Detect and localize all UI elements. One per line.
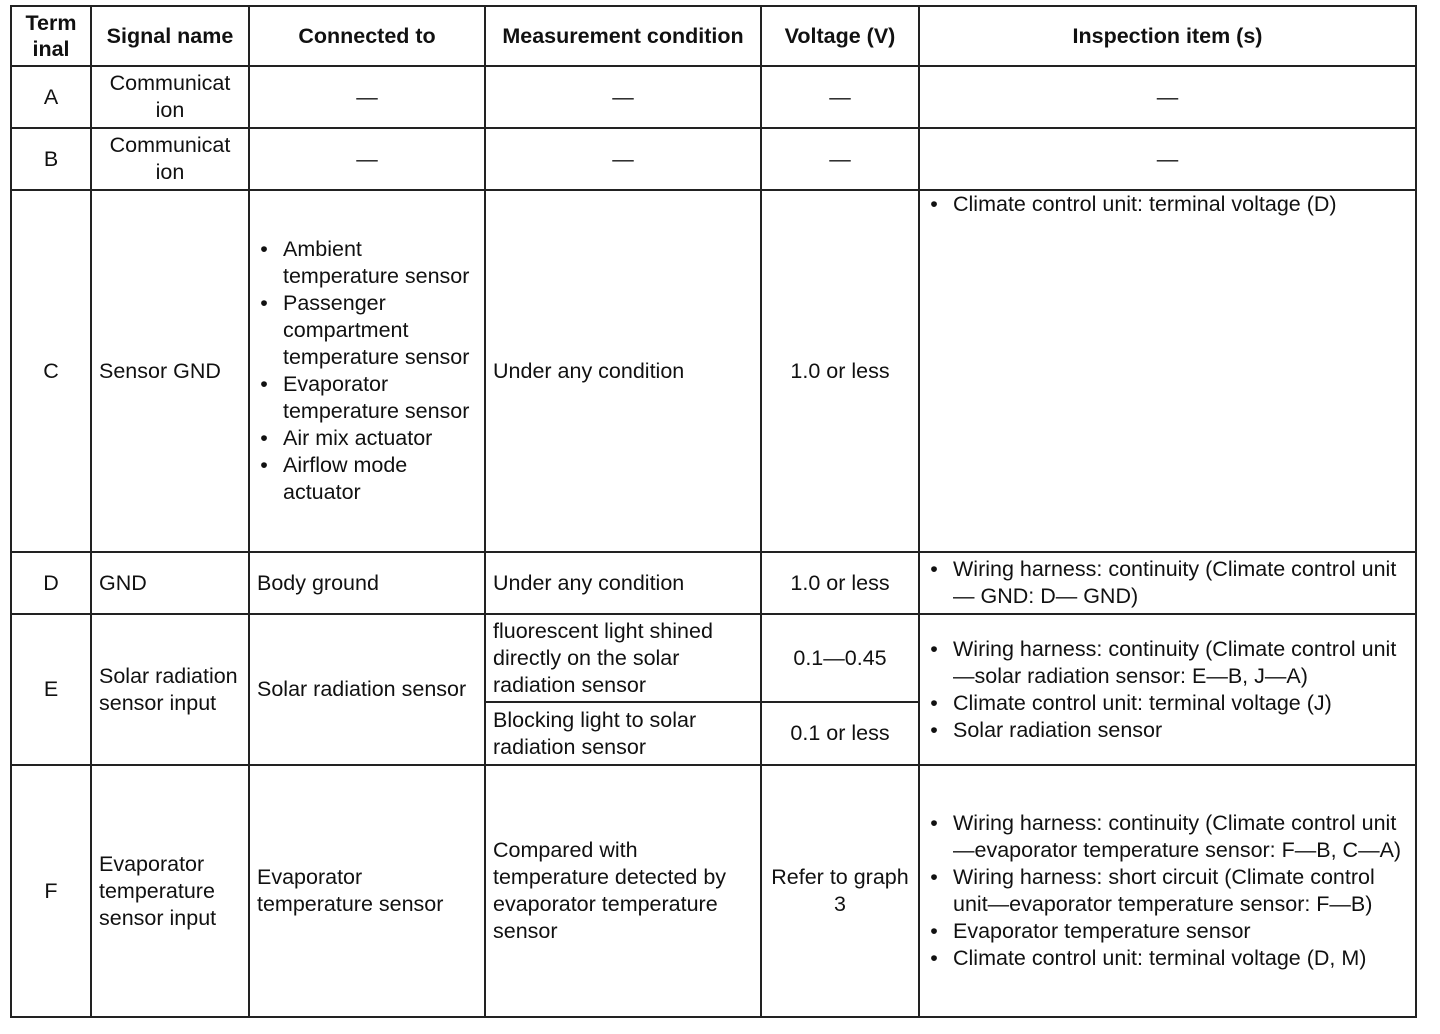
terminal-cell: E (11, 614, 91, 765)
list-item: • Evaporator temperature sensor (953, 918, 1408, 945)
list-item: • Solar radiation sensor (953, 717, 1408, 744)
signal-name-cell: Communicat ion (91, 128, 249, 190)
condition-cell: Blocking light to solar radiation sensor (485, 702, 761, 765)
list-item: • Airflow mode actuator (283, 452, 477, 506)
condition-cell: Compared with temperature detected by evaporator temperature sensor (485, 765, 761, 1017)
list-item: • Passenger compartment temperature sensor (283, 290, 477, 371)
list-item: • Air mix actuator (283, 425, 477, 452)
inspection-list (927, 810, 1408, 972)
connected-to-cell: Evaporator temperature sensor (249, 765, 485, 1017)
inspection-cell (919, 190, 1416, 552)
list-item: • Climate control unit: terminal voltage (D) (953, 191, 1408, 218)
inspection-list (927, 556, 1408, 610)
signal-name-cell: Sensor GND (91, 190, 249, 552)
connected-to-cell: Solar radiation sensor (249, 614, 485, 765)
inspection-cell (919, 614, 1416, 765)
header-inspection-items: Inspection item (s) (919, 6, 1416, 66)
terminal-cell: D (11, 552, 91, 614)
connected-to-list (257, 236, 477, 506)
signal-name-cell: Solar radiation sensor input (91, 614, 249, 765)
table-row-b (11, 128, 1416, 190)
condition-cell: Under any condition (485, 190, 761, 552)
terminal-inspection-table (10, 5, 1417, 1018)
table-row-f (11, 765, 1416, 1017)
header-row (11, 6, 1416, 66)
list-item: • Climate control unit: terminal voltage (D, M) (953, 945, 1408, 972)
table-row-a (11, 66, 1416, 128)
list-item: • Wiring harness: short circuit (Climate control unit—evaporator temperature sensor: F—B) (953, 864, 1408, 918)
condition-cell: — (485, 128, 761, 190)
inspection-cell: — (919, 128, 1416, 190)
list-item: • Wiring harness: continuity (Climate control unit—solar radiation sensor: E—B, J—A) (953, 636, 1408, 690)
terminal-cell: C (11, 190, 91, 552)
voltage-cell: 1.0 or less (761, 190, 919, 552)
inspection-cell: — (919, 66, 1416, 128)
list-item: • Ambient temperature sensor (283, 236, 477, 290)
list-item: • Climate control unit: terminal voltage (J) (953, 690, 1408, 717)
connected-to-cell: Body ground (249, 552, 485, 614)
inspection-cell (919, 765, 1416, 1017)
list-item: • Evaporator temperature sensor (283, 371, 477, 425)
voltage-cell: 1.0 or less (761, 552, 919, 614)
terminal-cell: B (11, 128, 91, 190)
inspection-list (927, 636, 1408, 744)
list-item: • Wiring harness: continuity (Climate control unit— GND: D— GND) (953, 556, 1408, 610)
condition-cell: — (485, 66, 761, 128)
table-row-e (11, 614, 1416, 702)
terminal-cell: F (11, 765, 91, 1017)
voltage-cell: — (761, 66, 919, 128)
voltage-cell: 0.1—0.45 (761, 614, 919, 702)
terminal-cell: A (11, 66, 91, 128)
table-row-d (11, 552, 1416, 614)
signal-name-cell: GND (91, 552, 249, 614)
voltage-cell: Refer to graph 3 (761, 765, 919, 1017)
inspection-cell (919, 552, 1416, 614)
voltage-cell: 0.1 or less (761, 702, 919, 765)
header-voltage: Voltage (V) (761, 6, 919, 66)
signal-name-cell: Communicat ion (91, 66, 249, 128)
header-measurement-condition: Measurement condition (485, 6, 761, 66)
connected-to-cell (249, 190, 485, 552)
connected-to-cell: — (249, 66, 485, 128)
condition-cell: Under any condition (485, 552, 761, 614)
table-row-c (11, 190, 1416, 552)
condition-cell: fluorescent light shined directly on the solar radiation sensor (485, 614, 761, 702)
list-item: • Wiring harness: continuity (Climate control unit—evaporator temperature sensor: F—B, C—A) (953, 810, 1408, 864)
header-connected-to: Connected to (249, 6, 485, 66)
voltage-cell: — (761, 128, 919, 190)
connected-to-cell: — (249, 128, 485, 190)
header-terminal: Term inal (11, 6, 91, 66)
header-signal-name: Signal name (91, 6, 249, 66)
terminal-table-container (10, 5, 1417, 1018)
inspection-list (927, 191, 1408, 218)
signal-name-cell: Evaporator temperature sensor input (91, 765, 249, 1017)
